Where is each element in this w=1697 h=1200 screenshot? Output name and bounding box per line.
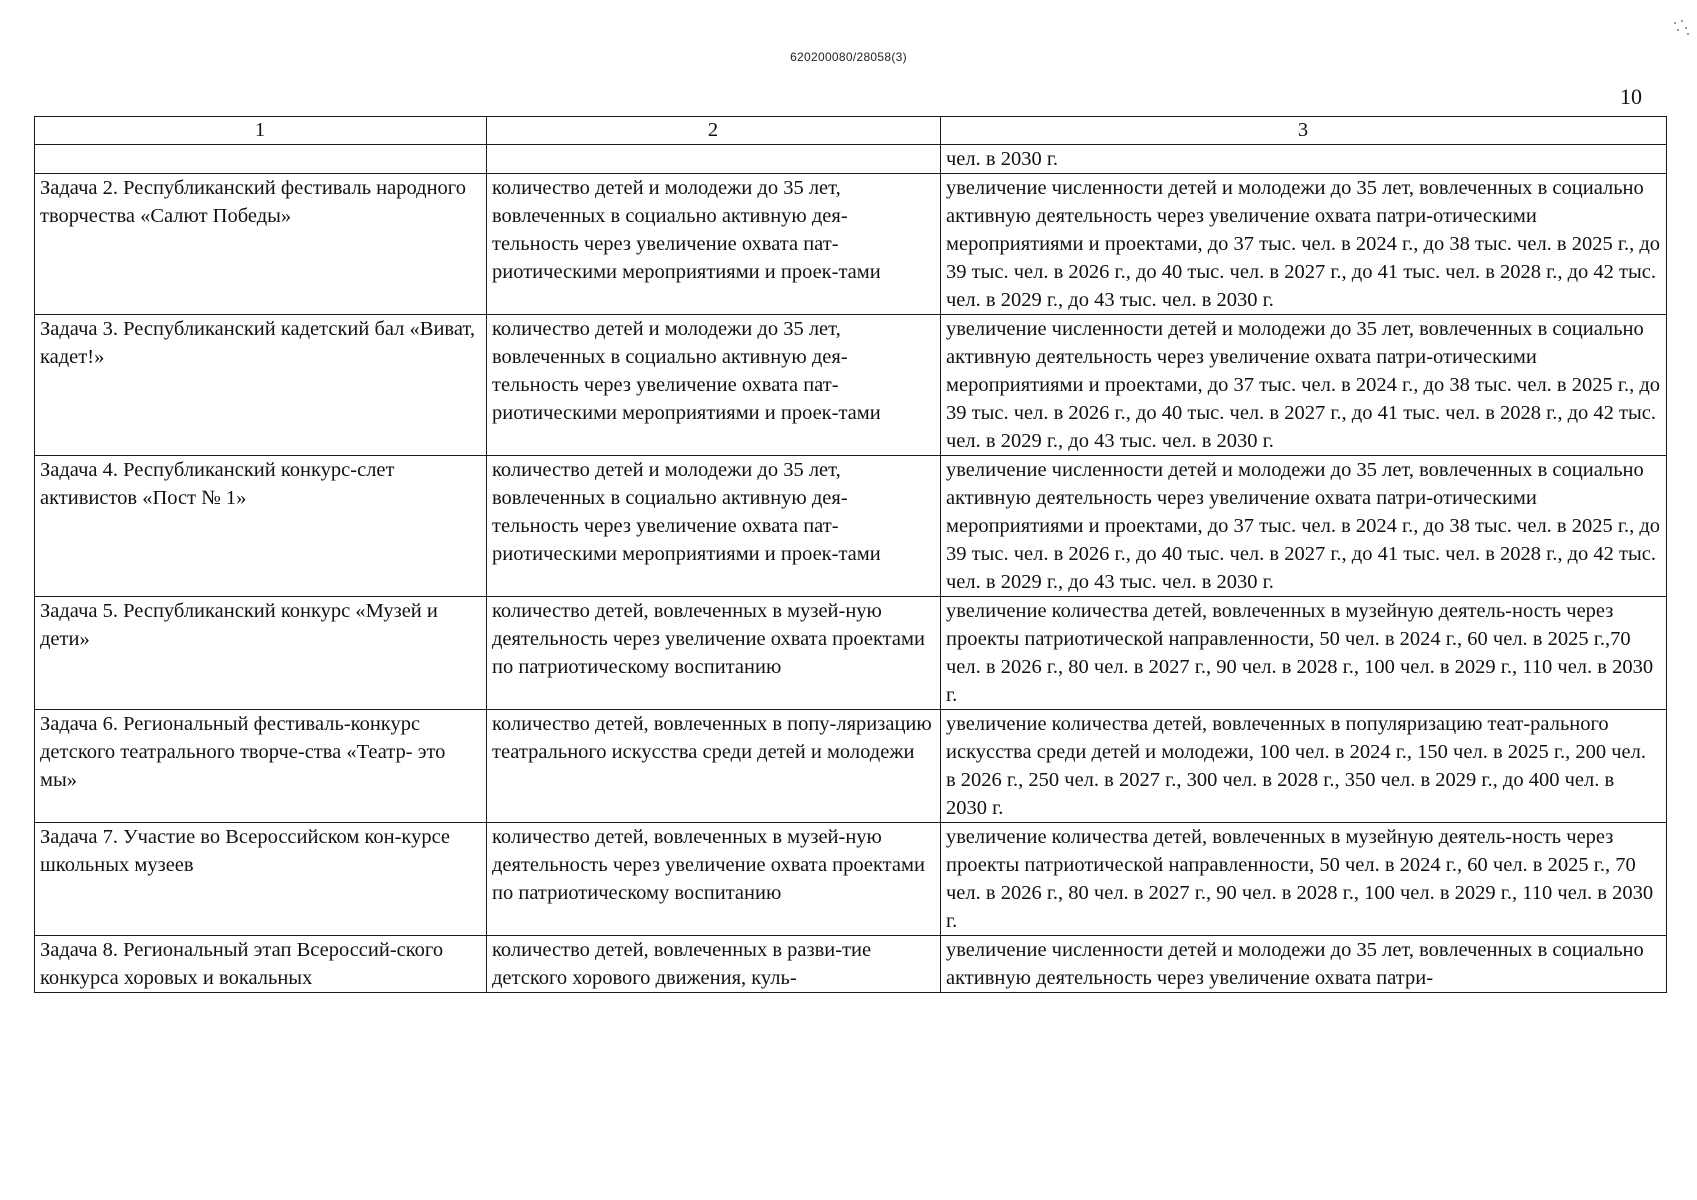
column-number-row [35, 117, 1667, 145]
task-cell: Задача 4. Республиканский конкурс-слет активистов «Пост № 1» [35, 456, 487, 597]
task-cell: Задача 8. Региональный этап Всероссий-ского конкурса хоровых и вокальных [35, 936, 487, 993]
indicator-cell [487, 145, 941, 174]
table-row [35, 597, 1667, 710]
table-row [35, 456, 1667, 597]
indicator-cell: количество детей и молодежи до 35 лет, вовлеченных в социально активную дея-тельность через увеличение охвата пат-риотическими мероприятиями и проек-тами [487, 315, 941, 456]
result-cell: увеличение численности детей и молодежи до 35 лет, вовлеченных в социально активную деятельность через увеличение охвата патри-отическими мероприятиями и проектами, до 37 тыс. чел. в 2024 г., до 38 тыс. чел. в 2025 г., до 39 тыс. чел. в 2026 г., до 40 тыс. чел. в 2027 г., до 41 тыс. чел. в 2028 г., до 42 тыс. чел. в 2029 г., до 43 тыс. чел. в 2030 г. [941, 456, 1667, 597]
task-cell [35, 145, 487, 174]
result-cell: чел. в 2030 г. [941, 145, 1667, 174]
result-cell: увеличение численности детей и молодежи до 35 лет, вовлеченных в социально активную деятельность через увеличение охвата патри-отическими мероприятиями и проектами, до 37 тыс. чел. в 2024 г., до 38 тыс. чел. в 2025 г., до 39 тыс. чел. в 2026 г., до 40 тыс. чел. в 2027 г., до 41 тыс. чел. в 2028 г., до 42 тыс. чел. в 2029 г., до 43 тыс. чел. в 2030 г. [941, 315, 1667, 456]
indicator-cell: количество детей, вовлеченных в музей-ную деятельность через увеличение охвата проектами по патриотическому воспитанию [487, 823, 941, 936]
task-cell: Задача 5. Республиканский конкурс «Музей и дети» [35, 597, 487, 710]
result-cell: увеличение количества детей, вовлеченных в музейную деятель-ность через проекты патриотической направленности, 50 чел. в 2024 г., 60 чел. в 2025 г.,70 чел. в 2026 г., 80 чел. в 2027 г., 90 чел. в 2028 г., 100 чел. в 2029 г., 110 чел. в 2030 г. [941, 597, 1667, 710]
column-header-3: 3 [941, 117, 1667, 145]
page-number: 10 [1620, 84, 1642, 109]
table-row [35, 710, 1667, 823]
scan-speckle [1672, 18, 1690, 38]
table-row [35, 315, 1667, 456]
column-header-2: 2 [487, 117, 941, 145]
result-cell: увеличение количества детей, вовлеченных в популяризацию теат-рального искусства среди детей и молодежи, 100 чел. в 2024 г., 150 чел. в 2025 г., 200 чел. в 2026 г., 250 чел. в 2027 г., 300 чел. в 2028 г., 350 чел. в 2029 г., до 400 чел. в 2030 г. [941, 710, 1667, 823]
indicator-cell: количество детей, вовлеченных в музей-ную деятельность через увеличение охвата проектами по патриотическому воспитанию [487, 597, 941, 710]
task-cell: Задача 7. Участие во Всероссийском кон-курсе школьных музеев [35, 823, 487, 936]
result-cell: увеличение численности детей и молодежи до 35 лет, вовлеченных в социально активную деятельность через увеличение охвата патри- [941, 936, 1667, 993]
task-cell: Задача 6. Региональный фестиваль-конкурс детского театрального творче-ства «Театр- это мы» [35, 710, 487, 823]
task-cell: Задача 3. Республиканский кадетский бал «Виват, кадет!» [35, 315, 487, 456]
indicator-cell: количество детей, вовлеченных в попу-ляризацию театрального искусства среди детей и молодежи [487, 710, 941, 823]
result-cell: увеличение численности детей и молодежи до 35 лет, вовлеченных в социально активную деятельность через увеличение охвата патри-отическими мероприятиями и проектами, до 37 тыс. чел. в 2024 г., до 38 тыс. чел. в 2025 г., до 39 тыс. чел. в 2026 г., до 40 тыс. чел. в 2027 г., до 41 тыс. чел. в 2028 г., до 42 тыс. чел. в 2029 г., до 43 тыс. чел. в 2030 г. [941, 174, 1667, 315]
indicator-cell: количество детей и молодежи до 35 лет, вовлеченных в социально активную дея-тельность через увеличение охвата пат-риотическими мероприятиями и проек-тами [487, 456, 941, 597]
task-cell: Задача 2. Республиканский фестиваль народного творчества «Салют Победы» [35, 174, 487, 315]
indicator-cell: количество детей, вовлеченных в разви-тие детского хорового движения, куль- [487, 936, 941, 993]
indicator-cell: количество детей и молодежи до 35 лет, вовлеченных в социально активную дея-тельность через увеличение охвата пат-риотическими мероприятиями и проек-тами [487, 174, 941, 315]
table-row [35, 936, 1667, 993]
table-row [35, 174, 1667, 315]
table-row [35, 145, 1667, 174]
column-header-1: 1 [35, 117, 487, 145]
tasks-table [34, 116, 1667, 993]
document-id: 620200080/28058(3) [790, 50, 907, 64]
table-row [35, 823, 1667, 936]
result-cell: увеличение количества детей, вовлеченных в музейную деятель-ность через проекты патриотической направленности, 50 чел. в 2024 г., 60 чел. в 2025 г., 70 чел. в 2026 г., 80 чел. в 2027 г., 90 чел. в 2028 г., 100 чел. в 2029 г., 110 чел. в 2030 г. [941, 823, 1667, 936]
